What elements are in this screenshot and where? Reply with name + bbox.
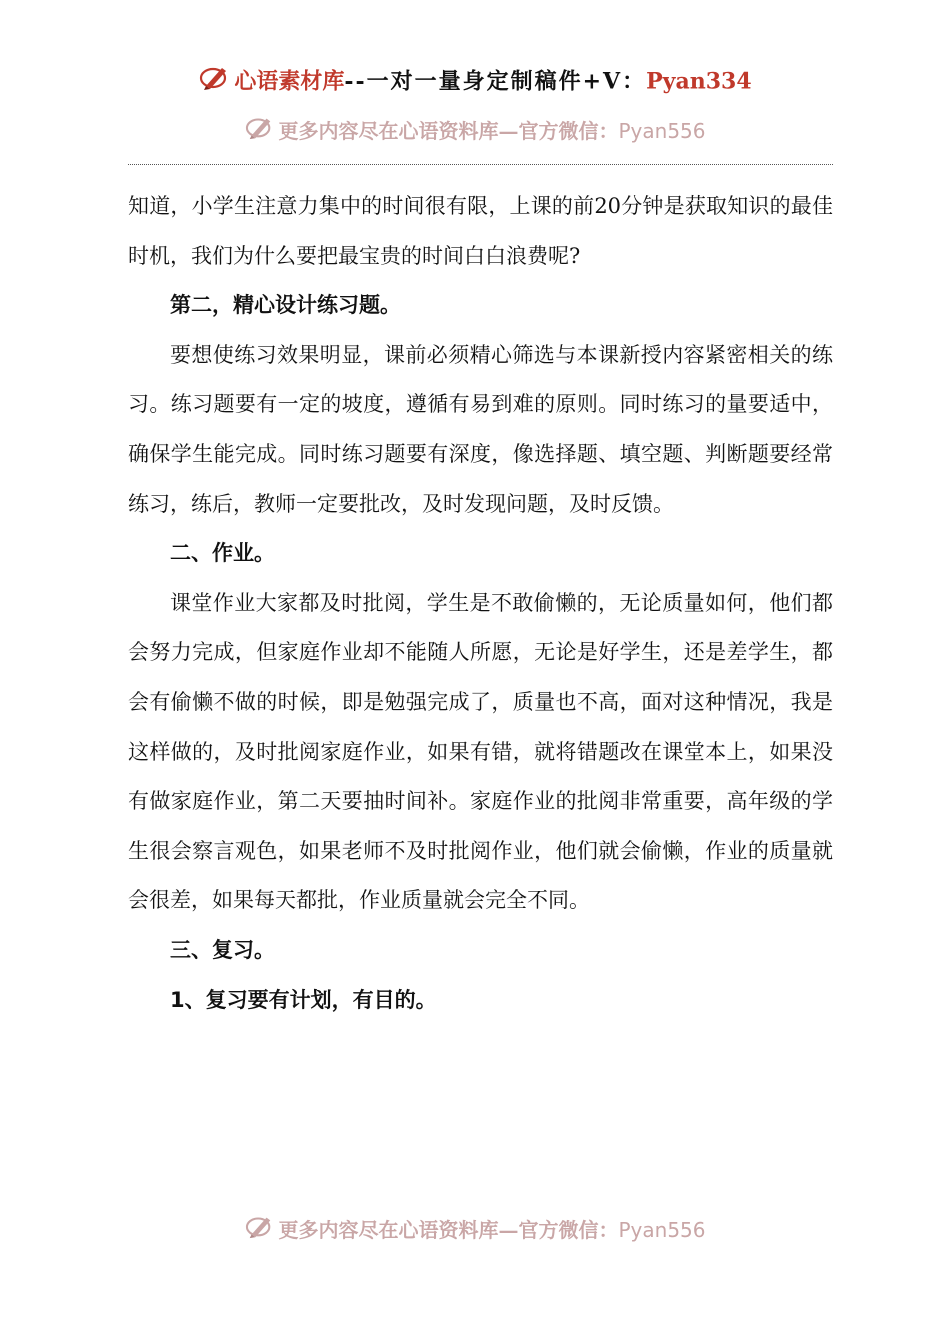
document-body <box>128 182 833 1025</box>
watermark-top <box>0 113 950 152</box>
watermark-text: 更多内容尽在心语资料库—官方微信： <box>278 119 619 143</box>
header-wechat-id: Pyan334 <box>646 68 752 95</box>
header-separator: -- <box>344 68 367 95</box>
watermark-wechat-id: Pyan556 <box>618 119 706 143</box>
header-divider <box>128 164 833 165</box>
watermark-text: 更多内容尽在心语资料库—官方微信： <box>278 1218 619 1242</box>
subheading-review-plan: 1、复习要有计划，有目的。 <box>170 987 437 1012</box>
section-heading-review: 三、复习。 <box>170 937 275 962</box>
watermark-bottom <box>0 1212 950 1251</box>
paragraph-continuation: 知道，小学生注意力集中的时间很有限，上课的前20分钟是获取知识的最佳时机，我们为什么要把最宝贵的时间白白浪费呢? <box>128 194 833 268</box>
header-tagline: 一对一量身定制稿件+V： <box>366 68 647 95</box>
pen-watermark-icon <box>244 1212 276 1251</box>
paragraph-homework: 课堂作业大家都及时批阅，学生是不敢偷懒的，无论质量如何，他们都会努力完成，但家庭作业却不能随人所愿，无论是好学生，还是差学生，都会有偷懒不做的时候，即是勉强完成了，质量也不高，面对这种情况，我是这样做的，及时批阅家庭作业，如果有错，就将错题改在课堂本上，如果没有做家庭作业，第二天要抽时间补。家庭作业的批阅非常重要，高年级的学生很会察言观色，如果老师不及时批阅作业，他们就会偷懒，作业的质量就会很差，如果每天都批，作业质量就会完全不同。 <box>128 590 833 913</box>
watermark-wechat-id: Pyan556 <box>618 1218 706 1242</box>
section-heading-practice: 第二，精心设计练习题。 <box>170 293 401 318</box>
pen-watermark-icon <box>244 113 276 152</box>
paragraph-practice: 要想使练习效果明显，课前必须精心筛选与本课新授内容紧密相关的练习。练习题要有一定的坡度，遵循有易到难的原则。同时练习的量要适中，确保学生能完成。同时练习题要有深度，像选择题、填空题、判断题要经常练习，练后，教师一定要批改，及时发现问题，及时反馈。 <box>128 342 833 516</box>
page-header <box>0 62 950 103</box>
section-heading-homework: 二、作业。 <box>170 541 275 566</box>
header-brand: 心语素材库 <box>234 68 345 95</box>
pen-logo-icon <box>198 62 232 103</box>
